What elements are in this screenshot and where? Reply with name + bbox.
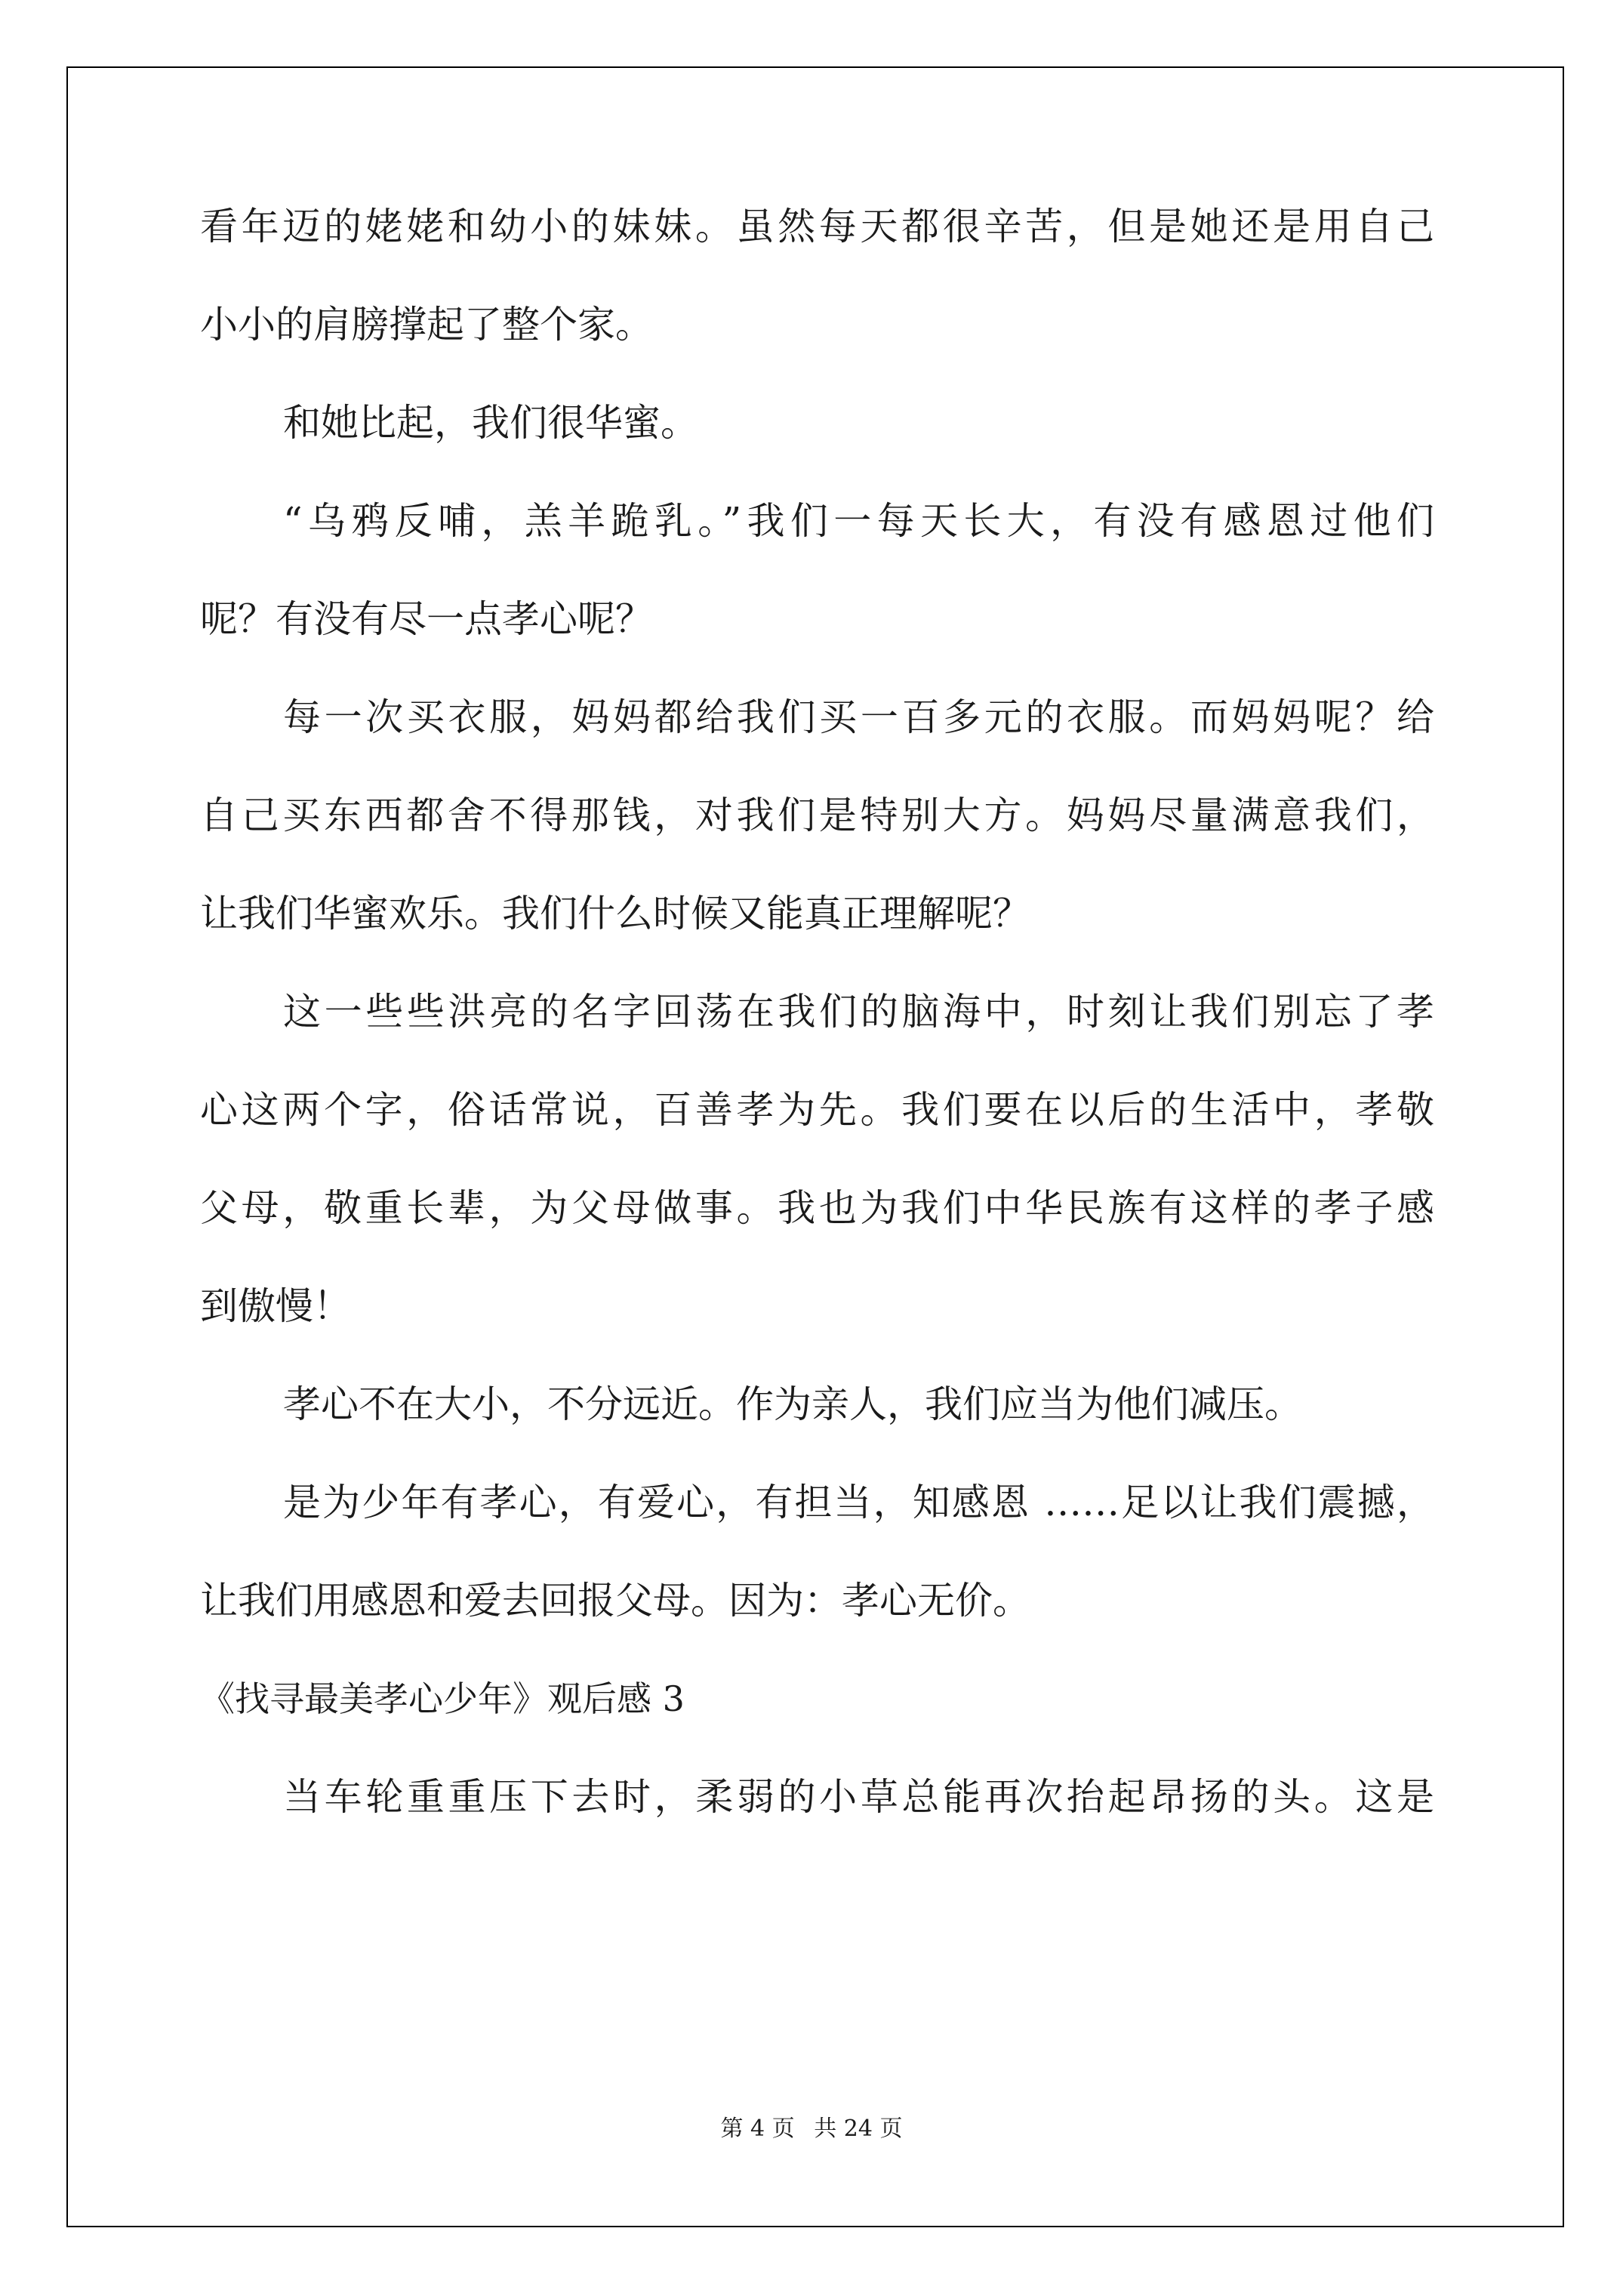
page-number: 第 4 页: [720, 2116, 795, 2142]
text-line-12: 到傲慢！: [200, 1284, 351, 1328]
text-line-1: 看年迈的姥姥和幼小的妹妹。虽然每天都很辛苦，但是她还是用自己: [200, 205, 1434, 248]
text-line-13: 孝心不在大小，不分远近。作为亲人，我们应当为他们减压。: [283, 1382, 1302, 1426]
text-line-5: 呢？有没有尽一点孝心呢？: [200, 597, 653, 641]
text-line-8: 让我们华蜜欢乐。我们什么时候又能真正理解呢？: [200, 892, 1030, 935]
text-line-6: 每一次买衣服，妈妈都给我们买一百多元的衣服。而妈妈呢？给: [283, 695, 1434, 739]
text-line-3: 和她比起，我们很华蜜。: [283, 401, 698, 445]
text-line-11: 父母，敬重长辈，为父母做事。我也为我们中华民族有这样的孝子感: [200, 1186, 1434, 1230]
page-total: 共 24 页: [814, 2116, 903, 2142]
text-line-9: 这一些些洪亮的名字回荡在我们的脑海中，时刻让我们别忘了孝: [283, 990, 1434, 1034]
text-line-10: 心这两个字，俗话常说，百善孝为先。我们要在以后的生活中，孝敬: [200, 1088, 1434, 1132]
text-line-2: 小小的肩膀撑起了整个家。: [200, 303, 653, 347]
text-line-14: 是为少年有孝心，有爱心，有担当，知感恩 ……足以让我们震撼，: [283, 1481, 1434, 1524]
page-border: [66, 66, 1564, 2227]
page-footer: [0, 2114, 1623, 2144]
text-line-7: 自己买东西都舍不得那钱，对我们是特别大方。妈妈尽量满意我们，: [200, 794, 1434, 837]
section-heading: 《找寻最美孝心少年》观后感 3: [200, 1678, 685, 1719]
text-line-15: 让我们用感恩和爱去回报父母。因为：孝心无价。: [200, 1579, 1030, 1623]
text-line-17: 当车轮重重压下去时，柔弱的小草总能再次抬起昂扬的头。这是: [283, 1775, 1434, 1819]
text-line-4: “乌鸦反哺，羔羊跪乳。”我们一每天长大，有没有感恩过他们: [283, 499, 1434, 543]
